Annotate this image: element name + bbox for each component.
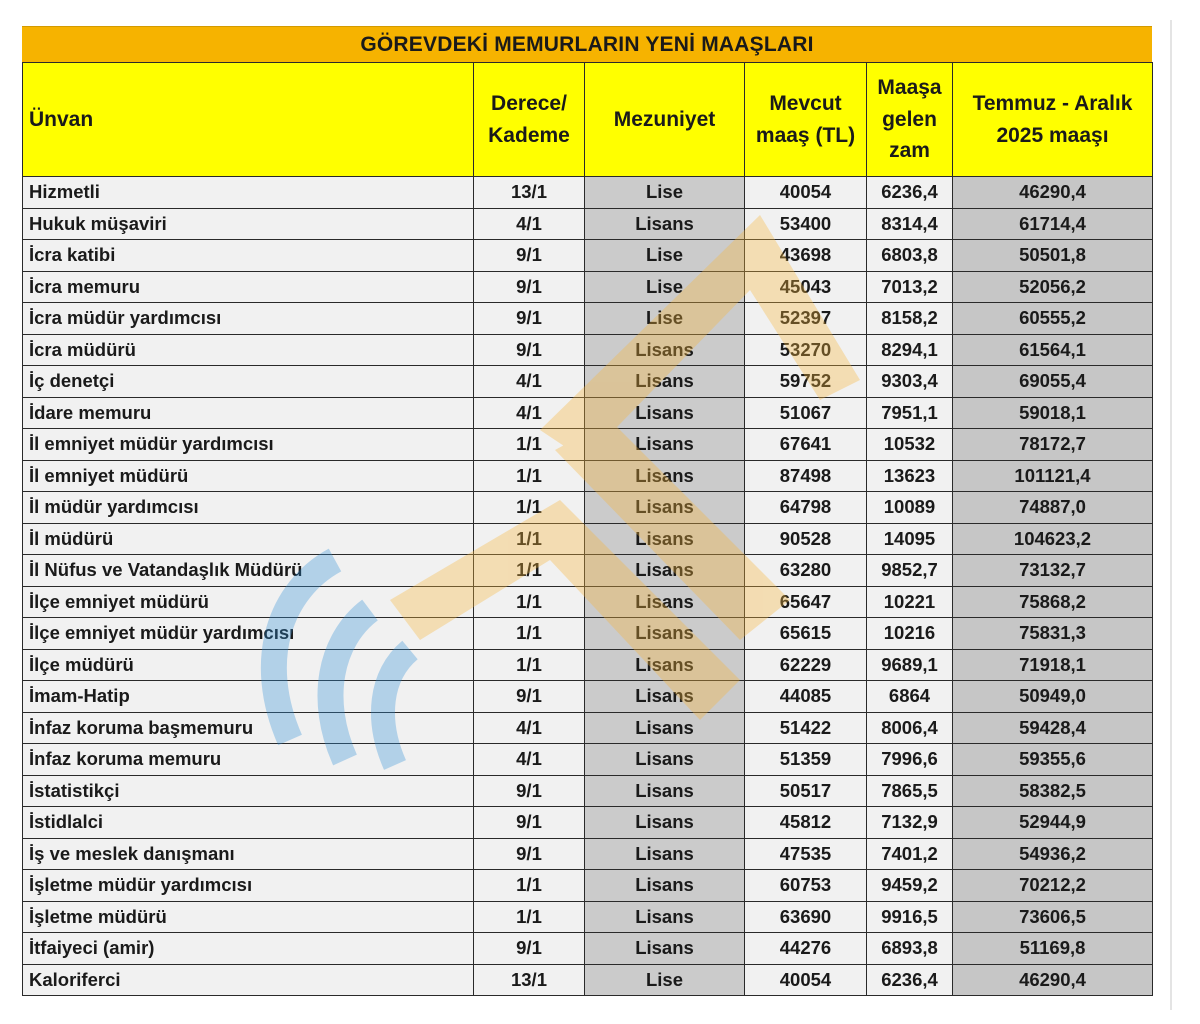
cell-mevcut-maas: 47535 xyxy=(745,838,867,870)
cell-mezuniyet: Lisans xyxy=(585,366,745,398)
cell-derece: 9/1 xyxy=(474,681,585,713)
table-row xyxy=(23,838,1153,870)
cell-yeni-maas: 73132,7 xyxy=(953,555,1153,587)
cell-derece: 13/1 xyxy=(474,177,585,209)
cell-mevcut-maas: 40054 xyxy=(745,964,867,996)
table-row xyxy=(23,429,1153,461)
table-row xyxy=(23,870,1153,902)
cell-gelen-zam: 13623 xyxy=(867,460,953,492)
table-row xyxy=(23,492,1153,524)
cell-mezuniyet: Lisans xyxy=(585,933,745,965)
cell-derece: 1/1 xyxy=(474,870,585,902)
table-row xyxy=(23,744,1153,776)
cell-unvan: İtfaiyeci (amir) xyxy=(23,933,474,965)
cell-mezuniyet: Lisans xyxy=(585,870,745,902)
cell-derece: 9/1 xyxy=(474,303,585,335)
salary-table xyxy=(22,62,1153,996)
cell-mezuniyet: Lisans xyxy=(585,807,745,839)
cell-derece: 1/1 xyxy=(474,460,585,492)
cell-mevcut-maas: 63280 xyxy=(745,555,867,587)
header-row xyxy=(23,63,1153,177)
cell-yeni-maas: 59355,6 xyxy=(953,744,1153,776)
cell-yeni-maas: 70212,2 xyxy=(953,870,1153,902)
cell-derece: 4/1 xyxy=(474,712,585,744)
cell-derece: 1/1 xyxy=(474,555,585,587)
table-row xyxy=(23,933,1153,965)
table-row xyxy=(23,271,1153,303)
cell-derece: 9/1 xyxy=(474,807,585,839)
cell-mevcut-maas: 64798 xyxy=(745,492,867,524)
cell-gelen-zam: 8006,4 xyxy=(867,712,953,744)
cell-derece: 1/1 xyxy=(474,901,585,933)
cell-yeni-maas: 46290,4 xyxy=(953,177,1153,209)
cell-mezuniyet: Lisans xyxy=(585,460,745,492)
cell-yeni-maas: 50949,0 xyxy=(953,681,1153,713)
table-row xyxy=(23,240,1153,272)
table-row xyxy=(23,334,1153,366)
table-row xyxy=(23,901,1153,933)
cell-gelen-zam: 14095 xyxy=(867,523,953,555)
cell-mevcut-maas: 53270 xyxy=(745,334,867,366)
cell-mevcut-maas: 45043 xyxy=(745,271,867,303)
cell-mevcut-maas: 53400 xyxy=(745,208,867,240)
cell-yeni-maas: 54936,2 xyxy=(953,838,1153,870)
cell-mevcut-maas: 63690 xyxy=(745,901,867,933)
cell-unvan: İnfaz koruma memuru xyxy=(23,744,474,776)
cell-derece: 9/1 xyxy=(474,334,585,366)
cell-unvan: İcra memuru xyxy=(23,271,474,303)
cell-gelen-zam: 7865,5 xyxy=(867,775,953,807)
cell-unvan: Hukuk müşaviri xyxy=(23,208,474,240)
cell-mevcut-maas: 60753 xyxy=(745,870,867,902)
cell-derece: 1/1 xyxy=(474,618,585,650)
table-row xyxy=(23,775,1153,807)
cell-derece: 9/1 xyxy=(474,838,585,870)
cell-gelen-zam: 7401,2 xyxy=(867,838,953,870)
table-row xyxy=(23,397,1153,429)
cell-unvan: İdare memuru xyxy=(23,397,474,429)
cell-yeni-maas: 60555,2 xyxy=(953,303,1153,335)
cell-gelen-zam: 7996,6 xyxy=(867,744,953,776)
cell-derece: 9/1 xyxy=(474,271,585,303)
cell-derece: 4/1 xyxy=(474,744,585,776)
cell-yeni-maas: 104623,2 xyxy=(953,523,1153,555)
cell-derece: 1/1 xyxy=(474,492,585,524)
cell-mevcut-maas: 44276 xyxy=(745,933,867,965)
table-row xyxy=(23,712,1153,744)
cell-gelen-zam: 7951,1 xyxy=(867,397,953,429)
cell-yeni-maas: 51169,8 xyxy=(953,933,1153,965)
cell-mevcut-maas: 51359 xyxy=(745,744,867,776)
cell-mezuniyet: Lise xyxy=(585,271,745,303)
cell-yeni-maas: 59428,4 xyxy=(953,712,1153,744)
header-mezuniyet: Mezuniyet xyxy=(585,63,745,177)
cell-mevcut-maas: 50517 xyxy=(745,775,867,807)
cell-derece: 9/1 xyxy=(474,775,585,807)
cell-mevcut-maas: 65615 xyxy=(745,618,867,650)
cell-yeni-maas: 46290,4 xyxy=(953,964,1153,996)
cell-unvan: İç denetçi xyxy=(23,366,474,398)
table-row xyxy=(23,177,1153,209)
cell-unvan: İmam-Hatip xyxy=(23,681,474,713)
cell-derece: 1/1 xyxy=(474,523,585,555)
table-row xyxy=(23,208,1153,240)
cell-unvan: İcra müdürü xyxy=(23,334,474,366)
header-gelen-zam: Maaşa gelen zam xyxy=(867,63,953,177)
table-row xyxy=(23,523,1153,555)
cell-mevcut-maas: 44085 xyxy=(745,681,867,713)
cell-mevcut-maas: 67641 xyxy=(745,429,867,461)
table-row xyxy=(23,586,1153,618)
cell-mezuniyet: Lisans xyxy=(585,555,745,587)
cell-yeni-maas: 75831,3 xyxy=(953,618,1153,650)
cell-yeni-maas: 50501,8 xyxy=(953,240,1153,272)
table-row xyxy=(23,964,1153,996)
cell-derece: 13/1 xyxy=(474,964,585,996)
cell-mezuniyet: Lisans xyxy=(585,712,745,744)
cell-derece: 4/1 xyxy=(474,366,585,398)
header-derece: Derece/ Kademe xyxy=(474,63,585,177)
cell-unvan: İlçe emniyet müdür yardımcısı xyxy=(23,618,474,650)
cell-mezuniyet: Lisans xyxy=(585,397,745,429)
cell-gelen-zam: 9916,5 xyxy=(867,901,953,933)
cell-unvan: Hizmetli xyxy=(23,177,474,209)
table-row xyxy=(23,618,1153,650)
header-mevcut-maas: Mevcut maaş (TL) xyxy=(745,63,867,177)
cell-unvan: İl müdürü xyxy=(23,523,474,555)
cell-yeni-maas: 52944,9 xyxy=(953,807,1153,839)
cell-gelen-zam: 10216 xyxy=(867,618,953,650)
cell-derece: 1/1 xyxy=(474,429,585,461)
cell-mevcut-maas: 45812 xyxy=(745,807,867,839)
cell-yeni-maas: 71918,1 xyxy=(953,649,1153,681)
cell-yeni-maas: 58382,5 xyxy=(953,775,1153,807)
cell-gelen-zam: 9459,2 xyxy=(867,870,953,902)
cell-gelen-zam: 8294,1 xyxy=(867,334,953,366)
cell-mevcut-maas: 65647 xyxy=(745,586,867,618)
cell-yeni-maas: 74887,0 xyxy=(953,492,1153,524)
cell-mevcut-maas: 40054 xyxy=(745,177,867,209)
cell-gelen-zam: 10532 xyxy=(867,429,953,461)
cell-gelen-zam: 9303,4 xyxy=(867,366,953,398)
cell-unvan: İl emniyet müdür yardımcısı xyxy=(23,429,474,461)
cell-mezuniyet: Lisans xyxy=(585,523,745,555)
cell-derece: 1/1 xyxy=(474,649,585,681)
cell-mezuniyet: Lise xyxy=(585,177,745,209)
cell-mevcut-maas: 51422 xyxy=(745,712,867,744)
cell-gelen-zam: 9689,1 xyxy=(867,649,953,681)
cell-yeni-maas: 59018,1 xyxy=(953,397,1153,429)
cell-mezuniyet: Lisans xyxy=(585,775,745,807)
cell-unvan: İş ve meslek danışmanı xyxy=(23,838,474,870)
cell-yeni-maas: 61564,1 xyxy=(953,334,1153,366)
cell-gelen-zam: 6864 xyxy=(867,681,953,713)
cell-gelen-zam: 6236,4 xyxy=(867,177,953,209)
salary-sheet xyxy=(22,26,1152,996)
cell-yeni-maas: 73606,5 xyxy=(953,901,1153,933)
header-yeni-maas: Temmuz - Aralık 2025 maaşı xyxy=(953,63,1153,177)
cell-yeni-maas: 75868,2 xyxy=(953,586,1153,618)
cell-mezuniyet: Lisans xyxy=(585,901,745,933)
cell-unvan: İl müdür yardımcısı xyxy=(23,492,474,524)
cell-derece: 9/1 xyxy=(474,240,585,272)
table-row xyxy=(23,681,1153,713)
cell-mevcut-maas: 43698 xyxy=(745,240,867,272)
sheet-edge-rule xyxy=(1170,20,1172,1010)
cell-yeni-maas: 52056,2 xyxy=(953,271,1153,303)
cell-unvan: İşletme müdürü xyxy=(23,901,474,933)
cell-gelen-zam: 6803,8 xyxy=(867,240,953,272)
cell-yeni-maas: 78172,7 xyxy=(953,429,1153,461)
cell-mevcut-maas: 59752 xyxy=(745,366,867,398)
cell-mezuniyet: Lise xyxy=(585,964,745,996)
cell-derece: 1/1 xyxy=(474,586,585,618)
cell-mezuniyet: Lisans xyxy=(585,681,745,713)
cell-mezuniyet: Lisans xyxy=(585,649,745,681)
cell-gelen-zam: 10221 xyxy=(867,586,953,618)
table-row xyxy=(23,555,1153,587)
cell-gelen-zam: 8314,4 xyxy=(867,208,953,240)
cell-unvan: İcra müdür yardımcısı xyxy=(23,303,474,335)
cell-mezuniyet: Lisans xyxy=(585,618,745,650)
table-row xyxy=(23,807,1153,839)
cell-mevcut-maas: 62229 xyxy=(745,649,867,681)
cell-mezuniyet: Lisans xyxy=(585,492,745,524)
cell-mezuniyet: Lise xyxy=(585,303,745,335)
cell-unvan: İstatistikçi xyxy=(23,775,474,807)
header-unvan: Ünvan xyxy=(23,63,474,177)
cell-mezuniyet: Lisans xyxy=(585,744,745,776)
cell-mezuniyet: Lisans xyxy=(585,838,745,870)
cell-mevcut-maas: 52397 xyxy=(745,303,867,335)
cell-unvan: İstidlalci xyxy=(23,807,474,839)
cell-mevcut-maas: 87498 xyxy=(745,460,867,492)
cell-mezuniyet: Lisans xyxy=(585,429,745,461)
table-row xyxy=(23,366,1153,398)
cell-mezuniyet: Lise xyxy=(585,240,745,272)
cell-unvan: İlçe emniyet müdürü xyxy=(23,586,474,618)
cell-mezuniyet: Lisans xyxy=(585,586,745,618)
cell-unvan: İnfaz koruma başmemuru xyxy=(23,712,474,744)
cell-unvan: İşletme müdür yardımcısı xyxy=(23,870,474,902)
cell-gelen-zam: 7013,2 xyxy=(867,271,953,303)
cell-mevcut-maas: 51067 xyxy=(745,397,867,429)
cell-unvan: İl emniyet müdürü xyxy=(23,460,474,492)
cell-yeni-maas: 61714,4 xyxy=(953,208,1153,240)
cell-yeni-maas: 101121,4 xyxy=(953,460,1153,492)
cell-unvan: İcra katibi xyxy=(23,240,474,272)
cell-mevcut-maas: 90528 xyxy=(745,523,867,555)
table-row xyxy=(23,460,1153,492)
cell-gelen-zam: 7132,9 xyxy=(867,807,953,839)
table-row xyxy=(23,649,1153,681)
cell-gelen-zam: 6236,4 xyxy=(867,964,953,996)
cell-gelen-zam: 9852,7 xyxy=(867,555,953,587)
cell-derece: 4/1 xyxy=(474,397,585,429)
cell-gelen-zam: 6893,8 xyxy=(867,933,953,965)
cell-mezuniyet: Lisans xyxy=(585,208,745,240)
sheet-title: GÖREVDEKİ MEMURLARIN YENİ MAAŞLARI xyxy=(22,26,1152,62)
cell-unvan: İl Nüfus ve Vatandaşlık Müdürü xyxy=(23,555,474,587)
cell-derece: 9/1 xyxy=(474,933,585,965)
cell-mezuniyet: Lisans xyxy=(585,334,745,366)
cell-unvan: Kaloriferci xyxy=(23,964,474,996)
cell-gelen-zam: 8158,2 xyxy=(867,303,953,335)
cell-yeni-maas: 69055,4 xyxy=(953,366,1153,398)
cell-gelen-zam: 10089 xyxy=(867,492,953,524)
cell-derece: 4/1 xyxy=(474,208,585,240)
cell-unvan: İlçe müdürü xyxy=(23,649,474,681)
table-row xyxy=(23,303,1153,335)
